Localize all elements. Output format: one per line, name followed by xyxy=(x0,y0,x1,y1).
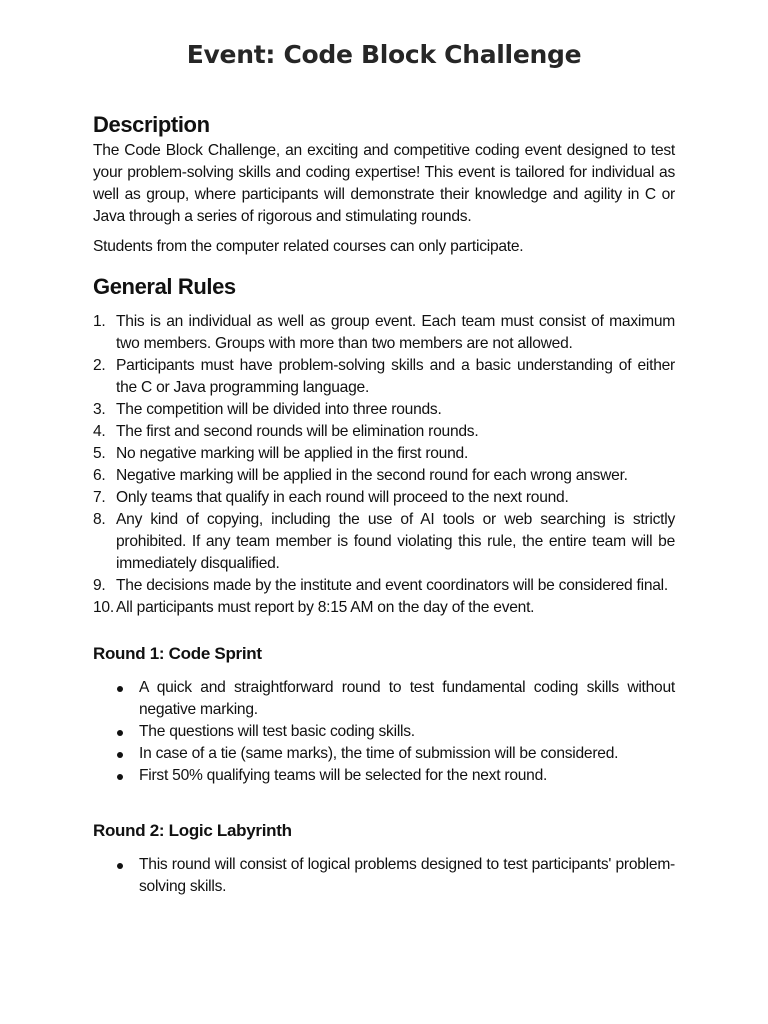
rule-item xyxy=(93,421,675,443)
page-title: Event: Code Block Challenge xyxy=(186,40,582,69)
rule-item xyxy=(93,509,675,575)
rule-number: 8. xyxy=(93,511,106,528)
round1-item xyxy=(93,743,675,765)
bullet-icon xyxy=(117,752,123,758)
rule-text: Participants must have problem-solving skills and a basic understanding of either the C or Java programming language. xyxy=(116,357,675,396)
round2-list xyxy=(93,854,675,898)
round2-item xyxy=(93,854,675,898)
round1-list xyxy=(93,677,675,787)
rule-number: 4. xyxy=(93,423,106,440)
document-body xyxy=(93,110,675,898)
eligibility-paragraph: Students from the computer related courses can only participate. xyxy=(93,238,524,255)
rule-item xyxy=(93,465,675,487)
rule-number: 5. xyxy=(93,445,106,462)
rule-number: 9. xyxy=(93,577,106,594)
round1-item-text: A quick and straightforward round to test fundamental coding skills without negative marking. xyxy=(139,679,675,718)
rule-item xyxy=(93,597,675,619)
rule-item xyxy=(93,575,675,597)
rule-number: 1. xyxy=(93,313,106,330)
general-rules-heading: General Rules xyxy=(93,274,236,299)
rule-text: All participants must report by 8:15 AM on the day of the event. xyxy=(116,599,535,616)
rule-item xyxy=(93,399,675,421)
round1-heading: Round 1: Code Sprint xyxy=(93,644,262,663)
rule-text: Negative marking will be applied in the second round for each wrong answer. xyxy=(116,467,628,484)
round1-item xyxy=(93,721,675,743)
description-heading: Description xyxy=(93,112,210,137)
rule-item xyxy=(93,355,675,399)
rule-number: 3. xyxy=(93,401,106,418)
round1-item xyxy=(93,677,675,721)
rule-text: The competition will be divided into three rounds. xyxy=(116,401,442,418)
rule-number: 2. xyxy=(93,357,106,374)
general-rules-list xyxy=(93,311,675,619)
rule-text: Only teams that qualify in each round will proceed to the next round. xyxy=(116,489,569,506)
rule-item xyxy=(93,311,675,355)
bullet-icon xyxy=(117,730,123,736)
round1-item-text: First 50% qualifying teams will be selected for the next round. xyxy=(139,767,548,784)
rule-text: The first and second rounds will be elimination rounds. xyxy=(116,423,479,440)
round2-item-text: This round will consist of logical problems designed to test participants' problem-solving skills. xyxy=(139,856,675,895)
round1-item-text: In case of a tie (same marks), the time of submission will be considered. xyxy=(139,745,619,762)
rule-item xyxy=(93,443,675,465)
rule-item xyxy=(93,487,675,509)
bullet-icon xyxy=(117,863,123,869)
bullet-icon xyxy=(117,686,123,692)
rule-text: No negative marking will be applied in the first round. xyxy=(116,445,469,462)
rule-number: 10. xyxy=(93,599,114,616)
rule-text: This is an individual as well as group event. Each team must consist of maximum two members. Groups with more than two members are not allowed. xyxy=(116,313,675,352)
round2-heading: Round 2: Logic Labyrinth xyxy=(93,821,292,840)
rule-number: 7. xyxy=(93,489,106,506)
rule-number: 6. xyxy=(93,467,106,484)
rule-text: Any kind of copying, including the use of AI tools or web searching is strictly prohibited. If any team member is found violating this rule, the entire team will be immediately disqualified. xyxy=(116,511,675,572)
description-paragraph: The Code Block Challenge, an exciting and competitive coding event designed to test your problem-solving skills and coding expertise! This event is tailored for individual as well as group, where participants will demonstrate their knowledge and agility in C or Java through a series of rigorous and stimulating rounds. xyxy=(93,142,675,225)
rule-text: The decisions made by the institute and event coordinators will be considered final. xyxy=(116,577,668,594)
round1-item xyxy=(93,765,675,787)
bullet-icon xyxy=(117,774,123,780)
round1-item-text: The questions will test basic coding skills. xyxy=(139,723,415,740)
